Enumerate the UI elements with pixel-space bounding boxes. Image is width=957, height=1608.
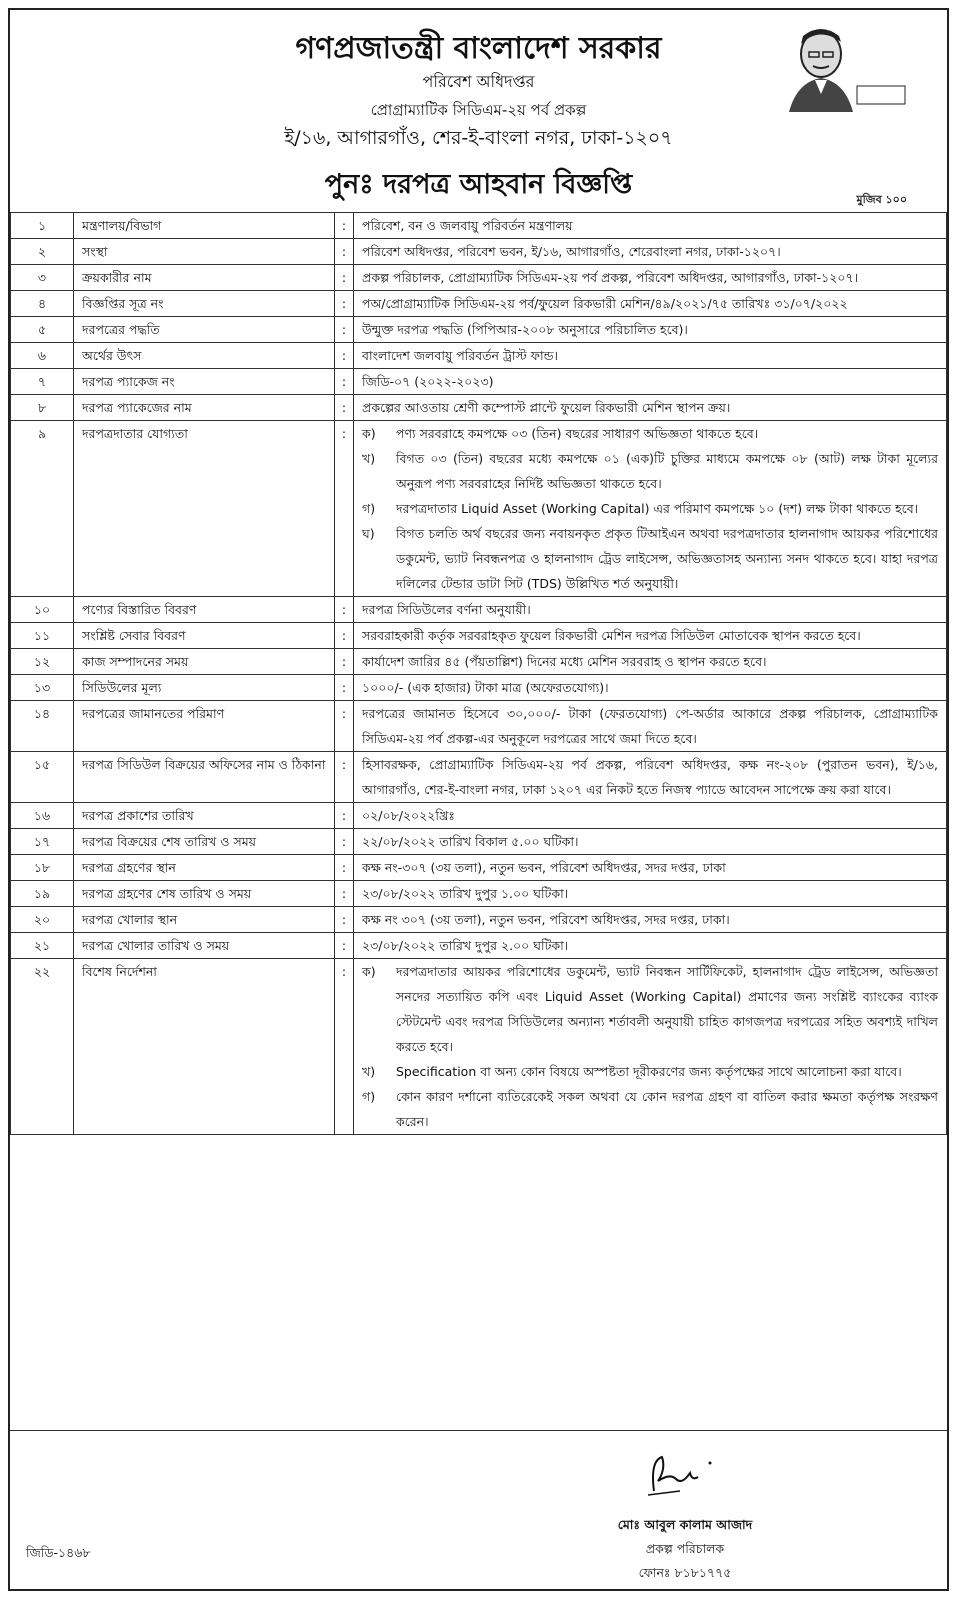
row-value: প্রকল্প পরিচালক, প্রোগ্রাম্যাটিক সিডিএম-২য় পর্ব প্রকল্প, পরিবেশ অধিদপ্তর, আগারগাঁও, ঢাকা-১২০৭। (354, 265, 947, 291)
row-colon: : (335, 829, 354, 855)
tender-details-table (10, 212, 947, 1135)
row-label: দরপত্র বিক্রয়ের শেষ তারিখ ও সময় (74, 829, 335, 855)
row-colon: : (335, 213, 354, 239)
row-label: মন্ত্রণালয়/বিভাগ (74, 213, 335, 239)
sub-item-text: Specification বা অন্য কোন বিষয়ে অস্পষ্টতা দূরীকরণের জন্য কর্তৃপক্ষের সাথে আলোচনা করা যাবে। (396, 1064, 902, 1079)
row-number: ৪ (11, 291, 74, 317)
row-value: ১০০০/- (এক হাজার) টাকা মাত্র (অফেরতযোগ্য)। (354, 675, 947, 701)
row-colon: : (335, 343, 354, 369)
row-label: দরপত্র গ্রহণের স্থান (74, 855, 335, 881)
row-value: ০২/০৮/২০২২খ্রিঃ (354, 803, 947, 829)
row-label: দরপত্রের পদ্ধতি (74, 317, 335, 343)
table-row (11, 291, 947, 317)
row-colon: : (335, 291, 354, 317)
table-row (11, 421, 947, 597)
row-value: কক্ষ নং-৩০৭ (৩য় তলা), নতুন ভবন, পরিবেশ অধিদপ্তর, সদর দপ্তর, ঢাকা (354, 855, 947, 881)
table-row (11, 395, 947, 421)
office-address: ই/১৬, আগারগাঁও, শের-ই-বাংলা নগর, ঢাকা-১২০৭ (284, 127, 673, 149)
sub-item-mark: ঘ) (362, 526, 375, 541)
row-colon: : (335, 675, 354, 701)
sub-item (362, 446, 938, 496)
sub-item-text: দরপত্রদাতার আয়কর পরিশোধের ডকুমেন্ট, ভ্যাট নিবন্ধন সার্টিফিকেট, হালনাগাদ ট্রেড লাইসেন্স, অভিজ্ঞতা সনদের সত্যায়িত কপি এবং Liquid Asset (Working Capital) প্রমাণের জন্য সংশ্লিষ্ট ব্যাংকের ব্যাংক স্টেটমেন্ট এবং দরপত্র সিডিউলের অন্যান্য শর্তাবলী অনুযায়ী চাহিত কাগজপত্র দরপত্রের সহিত অবশ্যই দাখিল করতে হবে। (396, 964, 938, 1054)
row-number: ১৮ (11, 855, 74, 881)
row-value (354, 421, 947, 597)
row-label: দরপত্র প্যাকেজের নাম (74, 395, 335, 421)
row-number: ৩ (11, 265, 74, 291)
table-row (11, 959, 947, 1135)
sub-item-mark: খ) (362, 1064, 376, 1079)
sub-item-mark: ক) (362, 426, 376, 441)
row-value: কার্যাদেশ জারির ৪৫ (পঁয়তাল্লিশ) দিনের মধ্যে মেশিন সরবরাহ ও স্থাপন করতে হবে। (354, 649, 947, 675)
table-row (11, 907, 947, 933)
sub-item-text: বিগত চলতি অর্থ বছরের জন্য নবায়নকৃত প্রকৃত টিআইএন অথবা দরপত্রদাতার হালনাগাদ আয়কর পরিশোধের ডকুমেন্ট, ভ্যাট নিবন্ধনপত্র ও হালনাগাদ ট্রেড লাইসেন্স, অভিজ্ঞতাসহ অন্যান্য সনদ থাকতে হবে। যাহা দরপত্র দলিলের টেন্ডার ডাটা সিট (TDS) উল্লিখিত শর্ত অনুযায়ী। (396, 526, 938, 591)
table-row (11, 881, 947, 907)
table-row (11, 752, 947, 803)
table-row (11, 623, 947, 649)
row-value: ২২/০৮/২০২২ তারিখ বিকাল ৫.০০ ঘটিকা। (354, 829, 947, 855)
row-value: পঅ/প্রোগ্রাম্যাটিক সিডিএম-২য় পর্ব/ফুয়েল রিকভারী মেশিন/৪৯/২০২১/৭৫ তারিখঃ ৩১/০৭/২০২২ (354, 291, 947, 317)
table-row (11, 829, 947, 855)
row-value: জিডি-০৭ (২০২২-২০২৩) (354, 369, 947, 395)
row-number: ১১ (11, 623, 74, 649)
sub-item-text: বিগত ০৩ (তিন) বছরের মধ্যে কমপক্ষে ০১ (এক)টি চুক্তির মাধ্যমে কমপক্ষে ০৮ (আট) লক্ষ টাকা মূল্যের অনুরূপ পণ্য সরবরাহের নির্দিষ্ট অভিজ্ঞতা থাকতে হবে। (396, 451, 938, 491)
row-label: সিডিউলের মূল্য (74, 675, 335, 701)
sub-item-text: কোন কারণ দর্শানো ব্যতিরেকেই সকল অথবা যে কোন দরপত্র গ্রহণ বা বাতিল করার ক্ষমতা কর্তৃপক্ষ সংরক্ষণ করেন। (396, 1089, 938, 1129)
row-label: কাজ সম্পাদনের সময় (74, 649, 335, 675)
row-label: ক্রয়কারীর নাম (74, 265, 335, 291)
row-label: সংস্থা (74, 239, 335, 265)
table-row (11, 803, 947, 829)
row-number: ৬ (11, 343, 74, 369)
table-row (11, 649, 947, 675)
row-number: ২ (11, 239, 74, 265)
row-label: বিজ্ঞপ্তির সূত্র নং (74, 291, 335, 317)
row-label: দরপত্র খোলার স্থান (74, 907, 335, 933)
row-colon: : (335, 907, 354, 933)
row-value: উন্মুক্ত দরপত্র পদ্ধতি (পিপিআর-২০০৮ অনুসারে পরিচালিত হবে)। (354, 317, 947, 343)
row-colon: : (335, 933, 354, 959)
row-colon: : (335, 265, 354, 291)
row-label: অর্থের উৎস (74, 343, 335, 369)
sub-item (362, 521, 938, 596)
row-value: পরিবেশ অধিদপ্তর, পরিবেশ ভবন, ই/১৬, আগারগাঁও, শেরেবাংলা নগর, ঢাকা-১২০৭। (354, 239, 947, 265)
government-title: গণপ্রজাতন্ত্রী বাংলাদেশ সরকার (295, 31, 662, 66)
row-colon: : (335, 317, 354, 343)
table-row (11, 213, 947, 239)
table-row (11, 855, 947, 881)
tender-notice-page (8, 8, 949, 1591)
row-number: ১৫ (11, 752, 74, 803)
sub-item-mark: ক) (362, 964, 376, 979)
signature-block (10, 1430, 947, 1591)
sub-item-mark: গ) (362, 1089, 376, 1104)
row-colon: : (335, 623, 354, 649)
row-number: ১৬ (11, 803, 74, 829)
row-value: পরিবেশ, বন ও জলবায়ু পরিবর্তন মন্ত্রণালয় (354, 213, 947, 239)
department-name: পরিবেশ অধিদপ্তর (422, 72, 535, 91)
sub-item (362, 1084, 938, 1134)
row-value: হিসাবরক্ষক, প্রোগ্রাম্যাটিক সিডিএম-২য় পর্ব প্রকল্প, পরিবেশ অধিদপ্তর, কক্ষ নং-২০৮ (পুরাতন ভবন), ই/১৬, আগারগাঁও, শের-ই-বাংলা নগর, ঢাকা ১২০৭ এর নিকট হতে নিজস্ব প্যাডে আবেদন সাপেক্ষে ক্রয় করা যাবে। (354, 752, 947, 803)
table-body (11, 213, 947, 1135)
project-name: প্রোগ্রাম্যাটিক সিডিএম-২য় পর্ব প্রকল্প (370, 101, 587, 119)
sub-item-text: পণ্য সরবরাহে কমপক্ষে ০৩ (তিন) বছরের সাধারণ অভিজ্ঞতা থাকতে হবে। (396, 426, 759, 441)
row-value: দরপত্রের জামানত হিসেবে ৩০,০০০/- টাকা (ফেরতযোগ্য) পে-অর্ডার আকারে প্রকল্প পরিচালক, প্রোগ্রাম্যাটিক সিডিএম-২য় পর্ব প্রকল্প-এর অনুকূলে দরপত্রের সাথে জমা দিতে হবে। (354, 701, 947, 752)
reference-code: জিডি-১৪৬৮ (26, 1545, 91, 1560)
row-value (354, 959, 947, 1135)
table-row (11, 597, 947, 623)
row-label: দরপত্রদাতার যোগ্যতা (74, 421, 335, 597)
table-row (11, 701, 947, 752)
row-number: ২০ (11, 907, 74, 933)
sub-item-text: দরপত্রদাতার Liquid Asset (Working Capital) এর পরিমাণ কমপক্ষে ১০ (দশ) লক্ষ টাকা থাকতে হবে। (396, 501, 919, 516)
table-row (11, 933, 947, 959)
row-colon: : (335, 395, 354, 421)
row-number: ১৩ (11, 675, 74, 701)
row-number: ১ (11, 213, 74, 239)
row-value: বাংলাদেশ জলবায়ু পরিবর্তন ট্রাস্ট ফান্ড। (354, 343, 947, 369)
row-label: দরপত্র প্রকাশের তারিখ (74, 803, 335, 829)
row-label: দরপত্র সিডিউল বিক্রয়ের অফিসের নাম ও ঠিকানা (74, 752, 335, 803)
sub-item-mark: খ) (362, 451, 376, 466)
signature-icon (640, 1451, 720, 1499)
row-number: ১০ (11, 597, 74, 623)
row-number: ৮ (11, 395, 74, 421)
row-colon: : (335, 597, 354, 623)
row-number: ১৭ (11, 829, 74, 855)
row-number: ৯ (11, 421, 74, 597)
table-row (11, 239, 947, 265)
row-value: ২৩/০৮/২০২২ তারিখ দুপুর ২.০০ ঘটিকা। (354, 933, 947, 959)
row-number: ৫ (11, 317, 74, 343)
signatory-name: মোঃ আবুল কালাম আজাদ (617, 1517, 753, 1532)
sub-item (362, 421, 938, 446)
row-value: ২৩/০৮/২০২২ তারিখ দুপুর ১.০০ ঘটিকা। (354, 881, 947, 907)
row-colon: : (335, 369, 354, 395)
row-label: দরপত্র প্যাকেজ নং (74, 369, 335, 395)
portrait-caption: মুজিব ১০০ (856, 193, 907, 206)
row-colon: : (335, 803, 354, 829)
row-colon: : (335, 649, 354, 675)
row-label: দরপত্রের জামানতের পরিমাণ (74, 701, 335, 752)
row-value: সরবরাহকারী কর্তৃক সরবরাহকৃত ফুয়েল রিকভারী মেশিন দরপত্র সিডিউল মোতাবেক স্থাপন করতে হবে। (354, 623, 947, 649)
header (10, 10, 947, 212)
row-colon: : (335, 701, 354, 752)
sub-item (362, 1059, 938, 1084)
row-number: ১৪ (11, 701, 74, 752)
row-value: দরপত্র সিডিউলের বর্ণনা অনুযায়ী। (354, 597, 947, 623)
sub-item (362, 496, 938, 521)
sub-item (362, 959, 938, 1059)
row-number: ৭ (11, 369, 74, 395)
portrait-icon (779, 22, 909, 112)
row-colon: : (335, 752, 354, 803)
signatory-title: প্রকল্প পরিচালক (645, 1541, 725, 1556)
row-number: ২২ (11, 959, 74, 1135)
signatory-phone: ফোনঃ ৮১৮১৭৭৫ (638, 1565, 732, 1580)
row-label: বিশেষ নির্দেশনা (74, 959, 335, 1135)
row-label: পণ্যের বিস্তারিত বিবরণ (74, 597, 335, 623)
row-number: ১২ (11, 649, 74, 675)
table-row (11, 343, 947, 369)
notice-title: পুনঃ দরপত্র আহবান বিজ্ঞপ্তি (324, 169, 633, 200)
row-colon: : (335, 855, 354, 881)
row-colon: : (335, 959, 354, 1135)
row-value: প্রকল্পের আওতায় শ্রেণী কম্পোস্ট প্লান্টে ফুয়েল রিকভারী মেশিন স্থাপন ক্রয়। (354, 395, 947, 421)
table-row (11, 265, 947, 291)
row-label: সংশ্লিষ্ট সেবার বিবরণ (74, 623, 335, 649)
row-value: কক্ষ নং ৩০৭ (৩য় তলা), নতুন ভবন, পরিবেশ অধিদপ্তর, সদর দপ্তর, ঢাকা। (354, 907, 947, 933)
row-label: দরপত্র খোলার তারিখ ও সময় (74, 933, 335, 959)
row-colon: : (335, 421, 354, 597)
row-number: ২১ (11, 933, 74, 959)
table-row (11, 317, 947, 343)
row-number: ১৯ (11, 881, 74, 907)
row-label: দরপত্র গ্রহণের শেষ তারিখ ও সময় (74, 881, 335, 907)
table-row (11, 675, 947, 701)
row-colon: : (335, 239, 354, 265)
row-colon: : (335, 881, 354, 907)
sub-item-mark: গ) (362, 501, 376, 516)
table-row (11, 369, 947, 395)
